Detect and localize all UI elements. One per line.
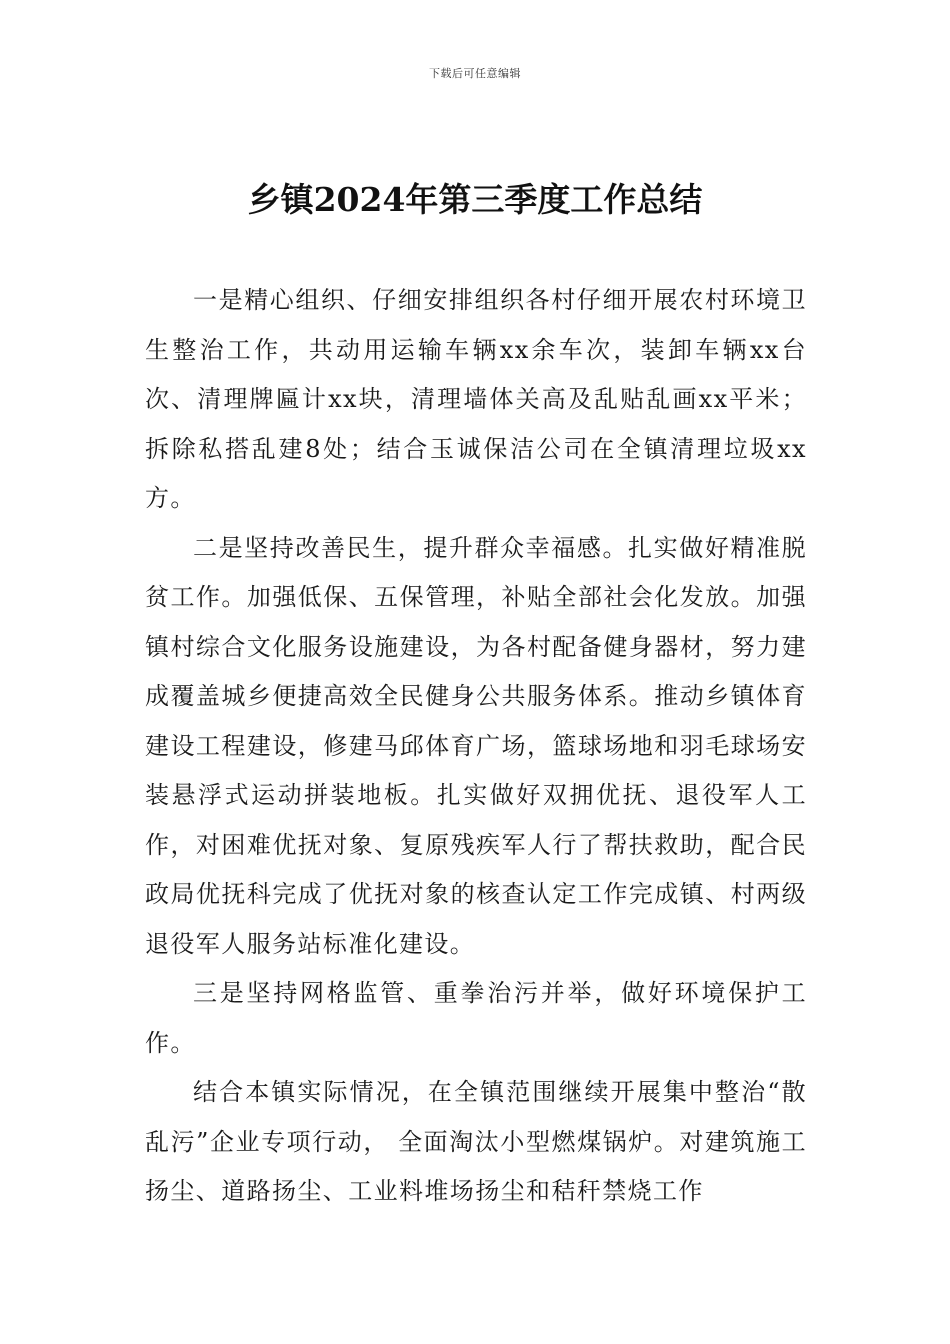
document-title: 乡镇2024年第三季度工作总结 xyxy=(247,180,703,219)
paragraph-2: 二是坚持改善民生，提升群众幸福感。扎实做好精准脱贫工作。加强低保、五保管理，补贴全部社会化发放。加强镇村综合文化服务设施建设，为各村配备健身器材，努力建成覆盖城乡便捷高效全民健身公共服务体系。推动乡镇体育建设工程建设，修建马邱体育广场，篮球场地和羽毛球场安装悬浮式运动拼装地板。扎实做好双拥优抚、退役军人工作，对困难优抚对象、复原残疾军人行了帮扶救助，配合民政局优抚科完成了优抚对象的核查认定工作完成镇、村两级退役军人服务站标准化建设。 xyxy=(145,533,807,958)
document-body xyxy=(145,276,807,1217)
paragraph-1: 一是精心组织、仔细安排组织各村仔细开展农村环境卫生整治工作，共动用运输车辆xx余车次，装卸车辆xx台次、清理牌匾计xx块，清理墙体关高及乱贴乱画xx平米；拆除私搭乱建8处；结合玉诚保洁公司在全镇清理垃圾xx方。 xyxy=(145,286,807,512)
paragraph-3: 三是坚持网格监管、重拳治污并举，做好环境保护工作。 xyxy=(145,979,807,1057)
paragraph-4: 结合本镇实际情况，在全镇范围继续开展集中整治“散乱污”企业专项行动， 全面淘汰小型燃煤锅炉。对建筑施工扬尘、道路扬尘、工业料堆场扬尘和秸秆禁烧工作 xyxy=(145,1078,807,1205)
header-note: 下载后可任意编辑 xyxy=(429,67,521,80)
